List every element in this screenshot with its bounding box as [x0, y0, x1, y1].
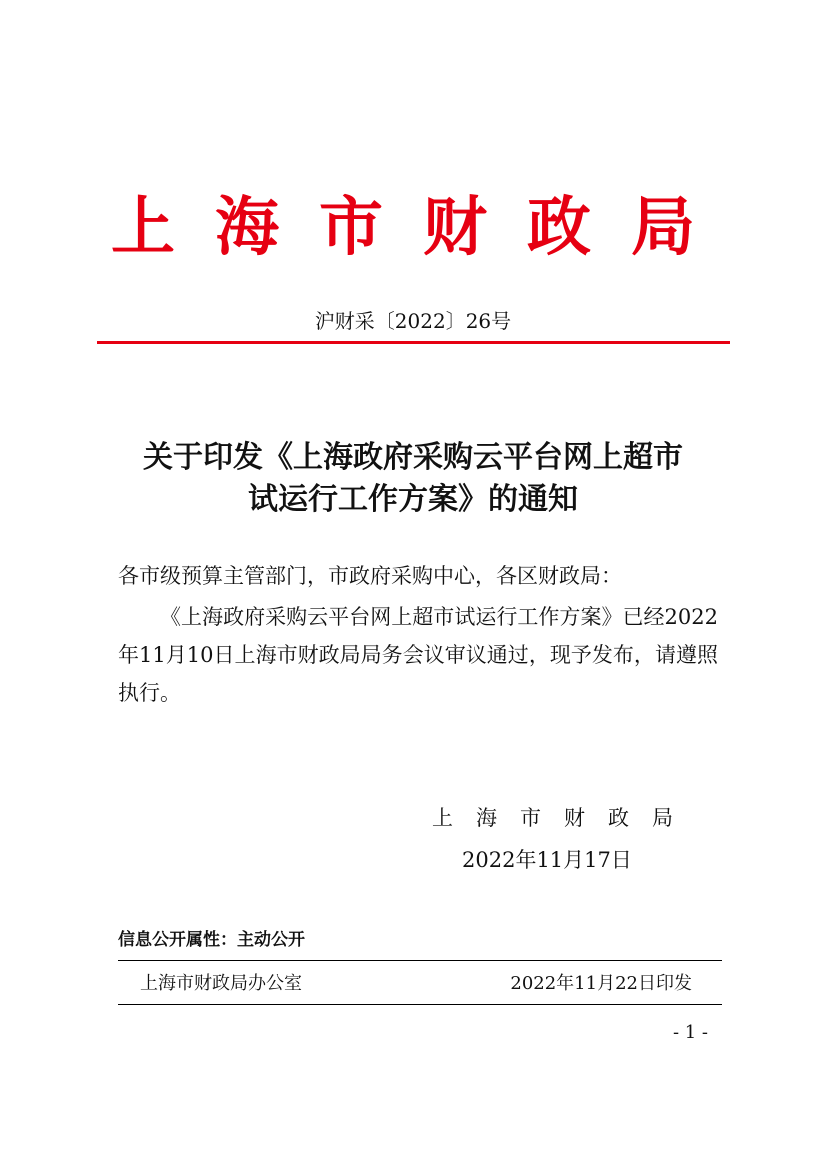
- signature-date: 2022年11月17日: [462, 848, 632, 872]
- red-divider-line: [97, 341, 730, 344]
- issuer-header-title: 上海市财政局: [111, 190, 735, 265]
- page-number: - 1 -: [672, 1022, 708, 1043]
- footer-top-rule: [118, 960, 722, 961]
- notice-title-line-2: 试运行工作方案》的通知: [248, 482, 578, 517]
- disclosure-attribute: 信息公开属性：主动公开: [118, 930, 305, 950]
- body-paragraph: 《上海政府采购云平台网上超市试运行工作方案》已经2022年11月10日上海市财政局局务会议审议通过，现予发布，请遵照执行。: [118, 605, 718, 705]
- issuing-office: 上海市财政局办公室: [140, 973, 302, 994]
- print-date: 2022年11月22日印发: [510, 973, 692, 994]
- notice-title-line-1: 关于印发《上海政府采购云平台网上超市: [143, 440, 683, 475]
- signature-organization: 上海市财政局: [432, 806, 696, 830]
- document-number: 沪财采〔2022〕26号: [314, 309, 512, 333]
- footer-bottom-rule: [118, 1004, 722, 1005]
- recipients: 各市级预算主管部门，市政府采购中心，各区财政局：: [118, 564, 622, 588]
